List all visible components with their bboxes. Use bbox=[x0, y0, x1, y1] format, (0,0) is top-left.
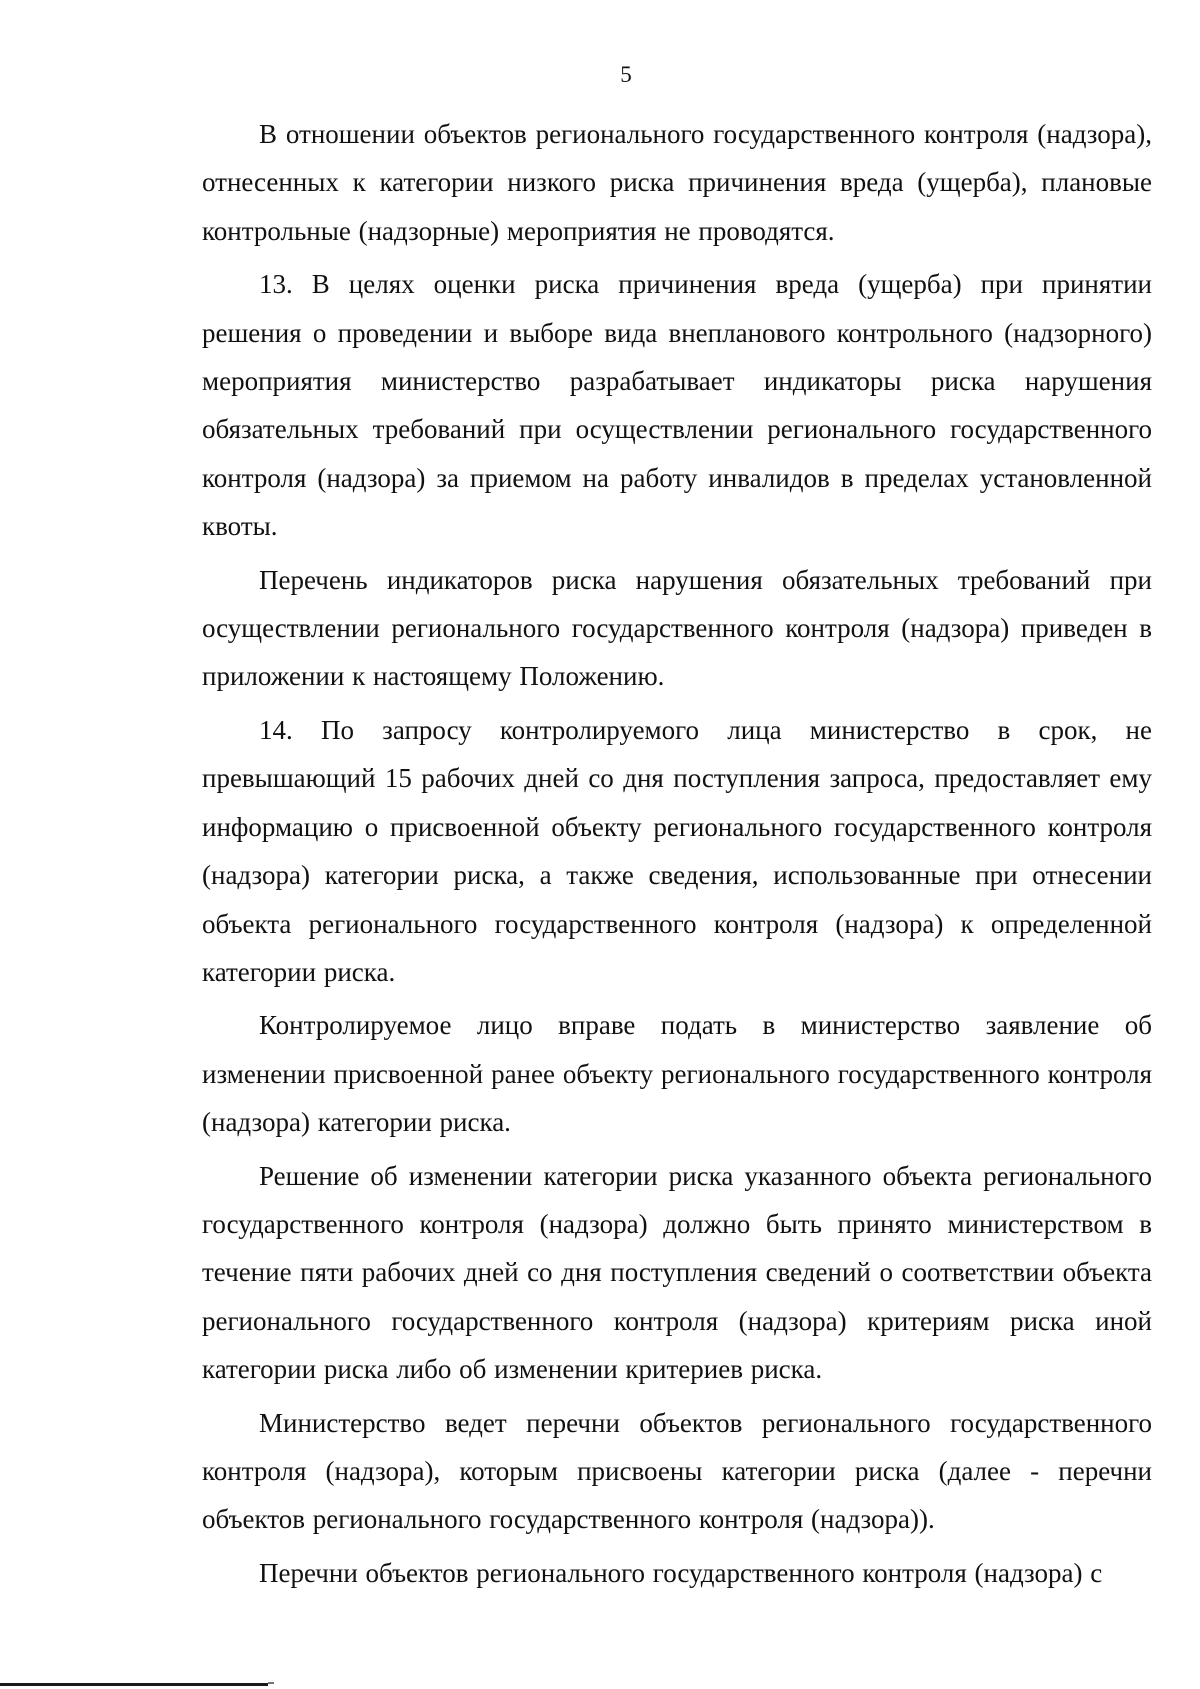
paragraph-lists-continued: Перечни объектов регионального государственного контроля (надзора) с bbox=[259, 1557, 1103, 1588]
paragraph-object-lists: Министерство ведет перечни объектов регионального государственного контроля (надзора), которым присвоены категории риска (далее - перечни объектов регионального государственного контроля (надзора)). bbox=[202, 1407, 1152, 1535]
footer-rule bbox=[0, 1683, 268, 1686]
paragraph-low-risk-objects: В отношении объектов регионального государственного контроля (надзора), отнесенных к категории низкого риска причинения вреда (ущерба), плановые контрольные (надзорные) мероприятия не проводятся. bbox=[202, 119, 1152, 246]
document-body bbox=[202, 110, 1152, 1602]
footer-mark bbox=[268, 1682, 274, 1684]
paragraph-change-decision: Решение об изменении категории риска указанного объекта регионального государственного контроля (надзора) должно быть принято министерством в течение пяти рабочих дней со дня поступления сведений о соответствии объекта регионального государственного контроля (надзора) критериям риска иной категории риска либо об изменении критериев риска. bbox=[202, 1160, 1152, 1385]
paragraph-item-14: 14. По запросу контролируемого лица министерство в срок, не превышающий 15 рабочих дней со дня поступления запроса, предоставляет ему информацию о присвоенной объекту регионального государственного контроля (надзора) категории риска, а также сведения, использованные при отнесении объекта регионального государственного контроля (надзора) к определенной категории риска. bbox=[202, 714, 1152, 987]
page-number: 5 bbox=[620, 62, 632, 87]
paragraph-risk-indicators-list: Перечень индикаторов риска нарушения обязательных требований при осуществлении регионального государственного контроля (надзора) приведен в приложении к настоящему Положению. bbox=[202, 564, 1152, 692]
paragraph-item-13: 13. В целях оценки риска причинения вреда (ущерба) при принятии решения о проведении и выборе вида внепланового контрольного (надзорного) мероприятия министерство разрабатывает индикаторы риска нарушения обязательных требований при осуществлении регионального государственного контроля (надзора) за приемом на работу инвалидов в пределах установленной квоты. bbox=[202, 269, 1152, 542]
paragraph-change-request: Контролируемое лицо вправе подать в министерство заявление об изменении присвоенной ранее объекту регионального государственного контроля (надзора) категории риска. bbox=[202, 1010, 1152, 1138]
